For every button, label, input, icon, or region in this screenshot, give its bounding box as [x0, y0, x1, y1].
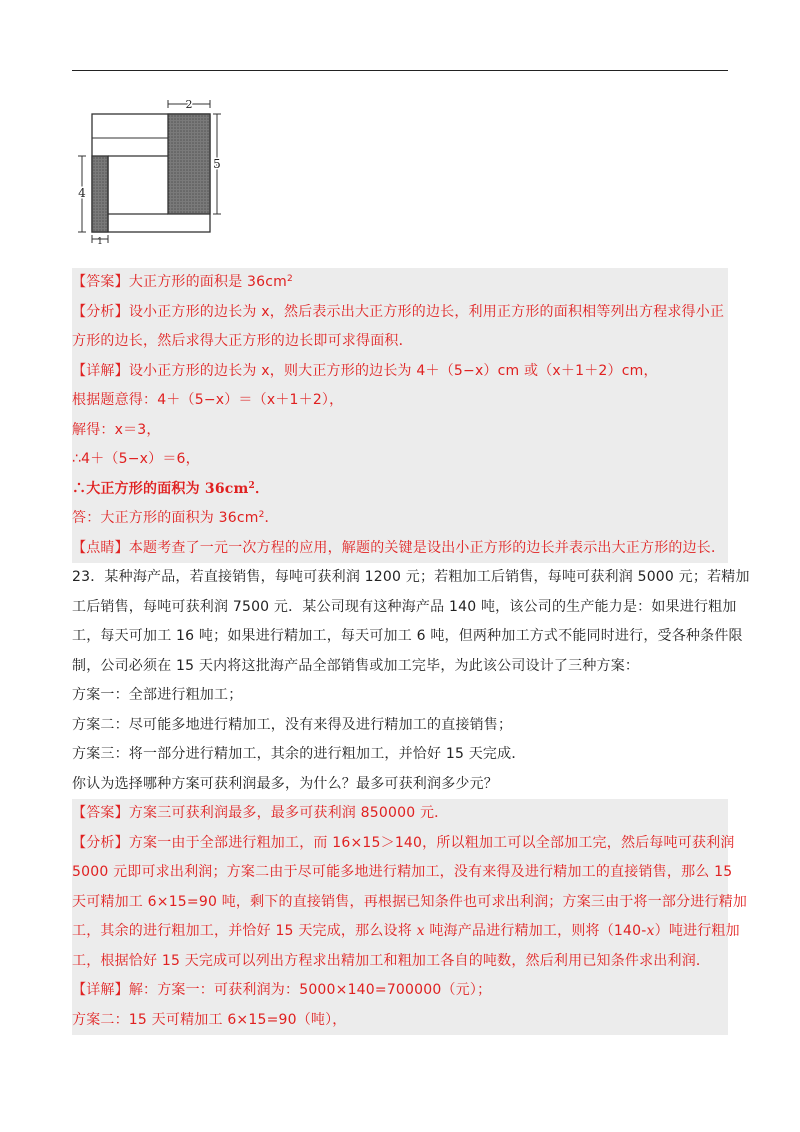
dim-label-top: 2 [185, 98, 193, 111]
q23-line-4: 制，公司必须在 15 天内将这批海产品全部销售或加工完毕，为此该公司设计了三种方案： [72, 657, 640, 674]
dim-label-bottom: 1 [97, 237, 103, 246]
q23-analysis-1: 【分析】方案一由于全部进行粗加工，而 16×15＞140，所以粗加工可以全部加工完，然后每吨可获利润 [72, 834, 735, 851]
q23-answer: 【答案】方案三可获利润最多，最多可获利润 850000 元． [72, 805, 449, 821]
q23-problem [72, 563, 750, 799]
q22-detail-1: 【详解】设小正方形的边长为 x，则大正方形的边长为 4＋（5−x）cm 或（x＋1＋2）cm， [72, 362, 658, 379]
q23-analysis-2: 5000 元即可求出利润；方案二由于尽可能多地进行精加工，没有来得及进行精加工的直接销售，那么 15 [72, 864, 733, 880]
q23-line-3: 工，每天可加工 16 吨；如果进行精加工，每天可加工 6 吨，但两种加工方式不能同时进行，受各种条件限 [72, 628, 743, 644]
q23-plan-2: 方案二：尽可能多地进行精加工，没有来得及进行精加工的直接销售； [72, 716, 513, 733]
q23-line-2: 工后销售，每吨可获利润 7500 元．某公司现有这种海产品 140 吨，该公司的生产能力是：如果进行粗加 [72, 598, 737, 615]
q23-detail-2: 方案二：15 天可精加工 6×15=90（吨）， [72, 1011, 347, 1028]
q22-answer: 【答案】大正方形的面积是 $36cm^2$ [72, 274, 293, 290]
shaded-rect-right [168, 114, 210, 214]
q22-solution [72, 268, 728, 563]
q23-plan-3: 方案三：将一部分进行精加工，其余的进行粗加工，并恰好 15 天完成． [72, 746, 526, 762]
q23-analysis-5: 工，根据恰好 15 天完成可以列出方程求出精加工和粗加工各自的吨数，然后利用已知条件求出利润． [72, 952, 711, 969]
q22-detail-3: 解得：x＝3， [72, 421, 161, 438]
shaded-rect-left [92, 156, 108, 232]
q23-analysis-3: 天可精加工 6×15=90 吨，剩下的直接销售，再根据已知条件也可求出利润；方案三由于将一部分进行精加 [72, 893, 748, 910]
dim-label-left: 4 [78, 186, 86, 200]
q23-detail-1: 【详解】解：方案一：可获利润为：5000×140=700000（元）； [72, 982, 492, 998]
squares-figure [72, 94, 232, 246]
dim-label-right: 5 [213, 157, 221, 171]
header-rule [72, 70, 728, 71]
q22-detail-6: 答：大正方形的面积为 $36cm^2$． [72, 510, 279, 526]
q23-question: 你认为选择哪种方案可获利润最多，为什么？最多可获利润多少元？ [72, 775, 498, 792]
q23-plan-1: 方案一：全部进行粗加工； [72, 687, 243, 703]
q22-detail-5: ∴大正方形的面积为 $36cm^2$． [72, 480, 270, 497]
q22-analysis-2: 方形的边长，然后求得大正方形的边长即可求得面积． [72, 333, 413, 349]
q23-analysis-4: 工，其余的进行粗加工，并恰好 15 天完成，那么设将 x 吨海产品进行精加工，则将（140-x）吨进行粗加 [72, 923, 740, 939]
q23-line-1: 23．某种海产品，若直接销售，每吨可获利润 1200 元；若粗加工后销售，每吨可获利润 5000 元；若精加 [72, 569, 750, 585]
q23-solution [72, 799, 748, 1035]
q22-comment: 【点睛】本题考查了一元一次方程的应用，解题的关键是设出小正方形的边长并表示出大正方形的边长． [72, 539, 726, 556]
q22-analysis-1: 【分析】设小正方形的边长为 x，然后表示出大正方形的边长，利用正方形的面积相等列出方程求得小正 [72, 303, 725, 320]
q22-detail-2: 根据题意得：4＋（5−x）＝（x＋1＋2）， [72, 392, 344, 408]
q22-detail-4: ∴4＋（5−x）＝6， [72, 451, 200, 467]
